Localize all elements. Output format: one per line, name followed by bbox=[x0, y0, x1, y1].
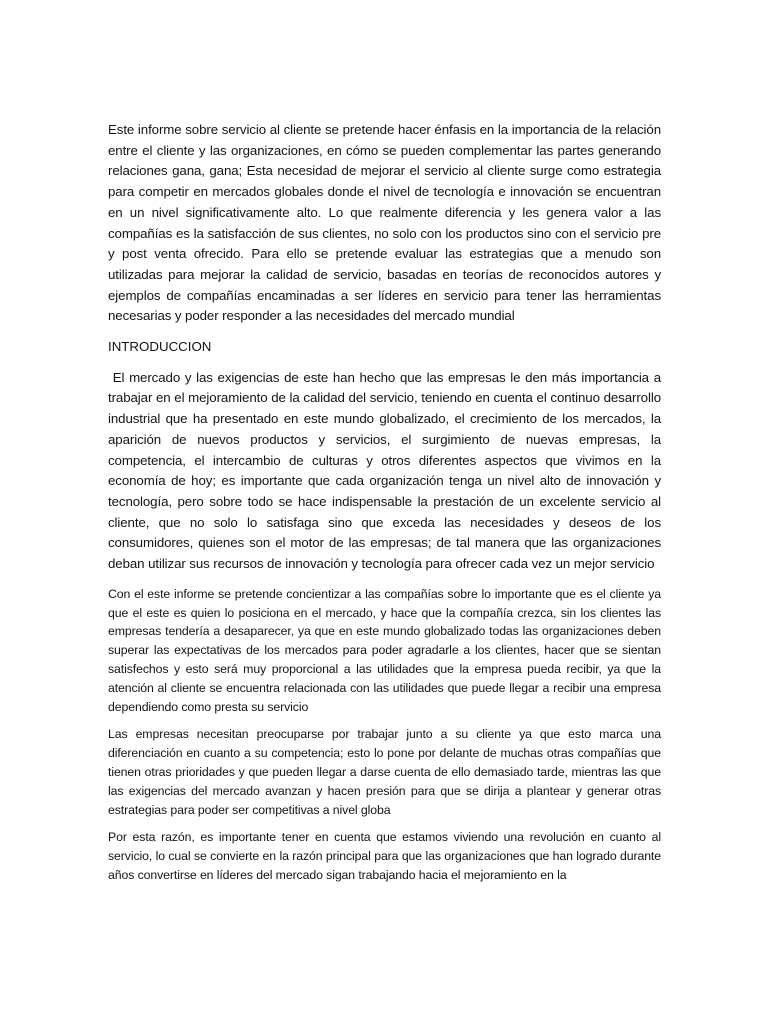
body-paragraph: El mercado y las exigencias de este han hecho que las empresas le den más importancia a trabajar en el mejoramiento de la calidad del servicio, teniendo en cuenta el continuo desarrollo industrial que ha presentado en este mundo globalizado, el crecimiento de los mercados, la aparición de nuevos productos y servicios, el surgimiento de nuevas empresas, la competencia, el intercambio de culturas y otros diferentes aspectos que vivimos en la economía de hoy; es importante que cada organización tenga un nivel alto de innovación y tecnología, pero sobre todo se hace indispensable la prestación de un excelente servicio al cliente, que no solo lo satisfaga sino que exceda las necesidades y deseos de los consumidores, quienes son el motor de las empresas; de tal manera que las organizaciones deban utilizar sus recursos de innovación y tecnología para ofrecer cada vez un mejor servicio bbox=[108, 369, 665, 572]
intro-paragraph: Este informe sobre servicio al cliente se pretende hacer énfasis en la importancia de la relación entre el cliente y las organizaciones, en cómo se pueden complementar las partes generando relaciones gana, gana; Esta necesidad de mejorar el servicio al cliente surge como estrategia para competir en mercados globales donde el nivel de tecnología e innovación se encuentran en un nivel significativamente alto. Lo que realmente diferencia y les genera valor a las compañías es la satisfacción de sus clientes, no solo con los productos sino con el servicio pre y post venta ofrecido. Para ello se pretende evaluar las estrategias que a menudo son utilizadas para mejorar la calidad de servicio, basadas en teorías de reconocidos autores y ejemplos de compañías encaminadas a ser líderes en servicio para tener las herramientas necesarias y poder responder a las necesidades del mercado mundial bbox=[108, 122, 661, 324]
document-page bbox=[108, 120, 665, 885]
body-paragraph: Con el este informe se pretende concientizar a las compañías sobre lo importante que es el cliente ya que el este es quien lo posiciona en el mercado, y hace que la compañía crezca, sin los clientes las empresas tendería a desaparecer, ya que en este mundo globalizado todas las organizaciones deben superar las expectativas de los mercados para poder agradarle a los clientes, hacer que se sientan satisfechos y esto será muy proporcional a las utilidades que la empresa pueda recibir, ya que la atención al cliente se encuentra relacionada con las utilidades que puede llegar a recibir una empresa dependiendo como presta su servicio bbox=[108, 586, 661, 714]
body-paragraph: Por esta razón, es importante tener en cuenta que estamos viviendo una revolución en cuanto al servicio, lo cual se convierte en la razón principal para que las organizaciones que han logrado durante años convertirse en líderes del mercado sigan trabajando hacia el mejoramiento en la bbox=[108, 830, 661, 882]
section-heading: INTRODUCCION bbox=[108, 339, 212, 355]
body-paragraph: Las empresas necesitan preocuparse por trabajar junto a su cliente ya que esto marca una diferenciación en cuanto a su competencia; esto lo pone por delante de muchas otras compañías que tienen otras prioridades y que pueden llegar a darse cuenta de ello demasiado tarde, mientras las que las exigencias del mercado avanzan y hacen presión para que se dirija a plantear y generar otras estrategias para poder ser competitivas a nivel globa bbox=[108, 727, 661, 817]
